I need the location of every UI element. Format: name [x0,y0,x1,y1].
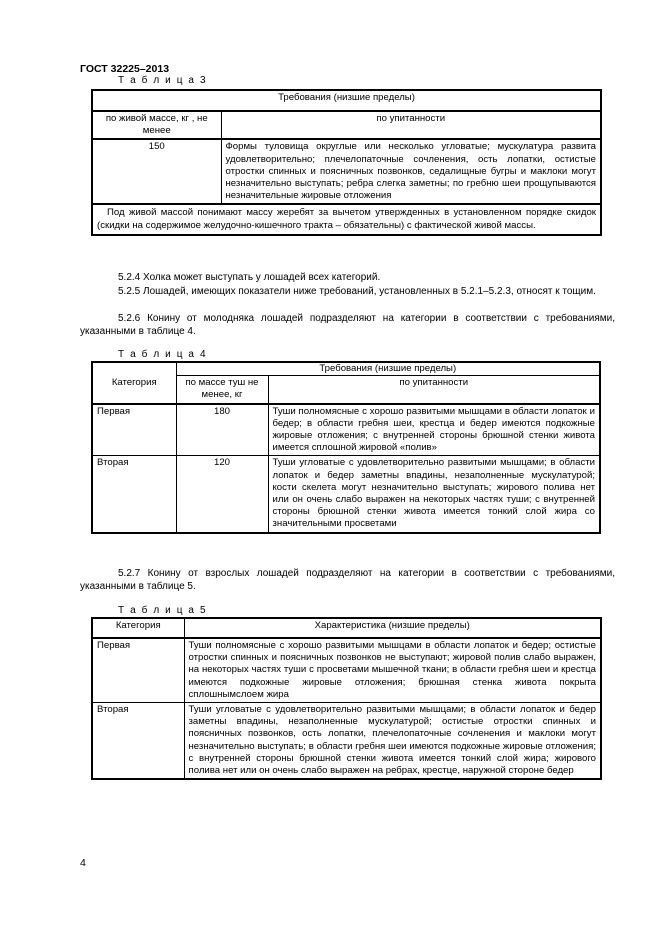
paragraph-5-2-7: 5.2.7 Конину от взрослых лошадей подразделяют на категории в соответствии с требованиями, указанными в таблице 5. [80,568,615,593]
table5 [91,617,602,780]
table-row [92,404,600,456]
table4-cell-mass: 120 [176,456,268,533]
table3-group-header: Требования (низшие пределы) [92,90,601,111]
table3-caption: Т а б л и ц а 3 [118,75,208,86]
table3-note: Под живой массой понимают массу жеребят за вычетом утвержденных в установленном порядке скидок (скидки на содержимое желудочно-кишечного тракта – обязательны) с фактической живой массы. [92,204,601,234]
page-number: 4 [80,857,86,869]
table3-cell-mass: 150 [92,139,221,204]
table4-cell-category: Вторая [92,456,176,533]
table3-col-mass: по живой массе, кг , не менее [92,111,221,139]
paragraph-5-2-6: 5.2.6 Конину от молодняка лошадей подразделяют на категории в соответствии с требованиями, указанными в таблице 4. [80,313,615,338]
table5-col-characteristic: Характеристика (низшие пределы) [184,618,601,638]
table-row [92,456,600,533]
document-id: ГОСТ 32225–2013 [80,63,170,75]
table3-cell-fatness: Формы туловища округлые или несколько угловатые; мускулатура развита удовлетворительно; плечелопаточные сочленения, ость лопатки, остистые отростки спинных и поясничных позвонков, седалищные бугры и маклоки могут незначительно выступать; ребра слегка заметны; по гребню шеи прощупываются незначительные жировые отложения [221,139,601,204]
table3 [91,89,602,236]
table4-group-header: Требования (низшие пределы) [176,362,600,376]
paragraph-5-2-4: 5.2.4 Холка может выступать у лошадей всех категорий. [118,272,381,283]
table4 [91,361,601,534]
table3-col-fatness: по упитанности [221,111,601,139]
table4-cell-fatness: Туши угловатые с удовлетворительно развитыми мышцами; в области лопаток и бедер заметны впадины, незаполненные мускулатурой; кости скелета могут незначительно выступать; жирового полива нет или он очень слабо выражен на некоторых частях туши; с внутренней стороны брюшной стенки живота имеется тонкий слой жира со значительными просветами [268,456,600,533]
table5-col-category: Категория [92,618,184,638]
table5-caption: Т а б л и ц а 5 [118,605,208,616]
table4-col-category: Категория [92,362,176,404]
table5-cell-category: Вторая [92,703,184,780]
table4-cell-category: Первая [92,404,176,456]
table-row [92,703,601,780]
table4-col-mass: по массе туш не менее, кг [176,376,268,404]
table5-cell-category: Первая [92,638,184,703]
table4-caption: Т а б л и ц а 4 [118,349,208,360]
table5-cell-characteristic: Туши угловатые с удовлетворительно развитыми мышцами; в области лопаток и бедер заметны впадины, незаполненные мускулатурой; остистые отростки спинных и поясничных позвонков, ость лопатки, плечелопаточные сочленения и маклоки могут незначительно выступать; в области гребня шеи имеются подкожные жировые отложения; с внутренней стороны брюшной стенки живота имеется тонкий слой жира; жирового полива нет или он очень слабо выражен на ребрах, крестце, наружной стороне бедер [184,703,601,780]
table5-cell-characteristic: Туши полномясные с хорошо развитыми мышцами в области лопаток и бедер; остистые отростки спинных и поясничных позвонков не выступают; жировой полив слабо выражен, на некоторых частях туши с просветами мышечной ткани; в области гребня шеи и крестца имеются подкожные жировые отложения; брюшная стенка живота покрыта сплошнымслоем жира [184,638,601,703]
table4-col-fatness: по упитанности [268,376,600,404]
table-row [92,139,601,204]
table4-cell-fatness: Туши полномясные с хорошо развитыми мышцами в области лопаток и бедер; в области гребня шеи, крестца и бедер имеются подкожные жировые отложения; с внутренней стороны брюшной стенки живота имеется сплошной жировой «полив» [268,404,600,456]
table-row [92,638,601,703]
table4-cell-mass: 180 [176,404,268,456]
paragraph-5-2-5: 5.2.5 Лошадей, имеющих показатели ниже требований, установленных в 5.2.1–5.2.3, относят к тощим. [118,286,596,297]
